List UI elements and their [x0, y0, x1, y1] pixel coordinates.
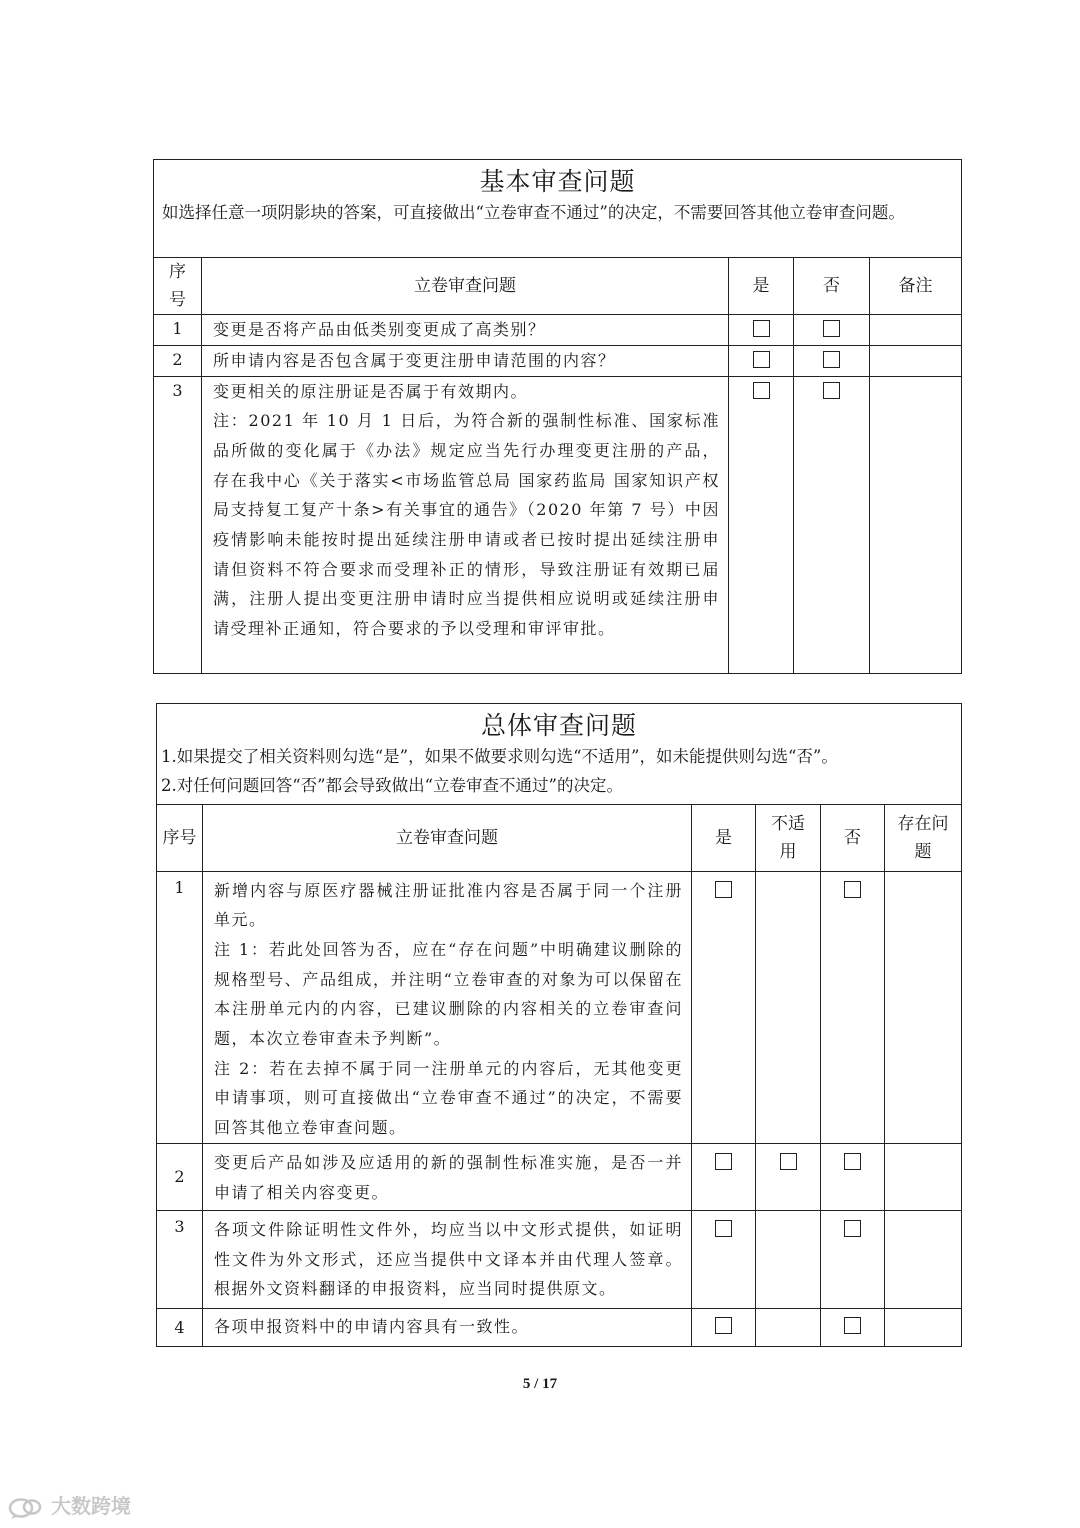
not-applicable-cell[interactable] — [756, 1210, 821, 1308]
question-text: 所申请内容是否包含属于变更注册申请范围的内容？ — [202, 345, 729, 376]
no-checkbox-cell[interactable] — [821, 1143, 885, 1210]
checkbox[interactable] — [715, 1153, 732, 1170]
checkbox[interactable] — [823, 382, 840, 399]
instruction-1: 1.如果提交了相关资料则勾选“是”，如果不做要求则勾选“不适用”，如未能提供则勾选“否”。 — [161, 747, 838, 766]
not-applicable-cell[interactable] — [756, 871, 821, 1143]
checkbox[interactable] — [780, 1153, 797, 1170]
table-row — [157, 1308, 962, 1346]
no-checkbox-cell[interactable] — [794, 314, 870, 345]
question-text: 各项文件除证明性文件外，均应当以中文形式提供，如证明性文件为外文形式，还应当提供中文译本并由代理人签章。根据外文资料翻译的申报资料，应当同时提供原文。 — [203, 1210, 692, 1308]
header-question: 立卷审查问题 — [202, 257, 729, 314]
table-row — [157, 1210, 962, 1308]
checkbox[interactable] — [844, 1153, 861, 1170]
issues-cell[interactable] — [885, 1308, 962, 1346]
not-applicable-cell[interactable] — [756, 1308, 821, 1346]
table-row — [157, 1143, 962, 1210]
question-note: 注：2021 年 10 月 1 日后，为符合新的强制性标准、国家标准品所做的变化属于《办法》规定应当先行办理变更注册的产品，存在我中心《关于落实<市场监管总局 国家药监局 国家知识产权局支持复工复产十条>有关事宜的通告》（2020 年第 7 号）中因疫情影响未能按时提出延续注册申请或者已按时提出延续注册申请但资料不符合要求而受理补正的情形，导致注册证有效期已届满，注册人提出变更注册申请时应当提供相应说明或延续注册申请受理补正通知，符合要求的予以受理和审评审批。 — [213, 411, 720, 639]
header-no: 否 — [821, 804, 885, 871]
question-text — [203, 871, 692, 1143]
basic-table-instructions: 如选择任意一项阴影块的答案，可直接做出“立卷审查不通过”的决定，不需要回答其他立卷审查问题。 — [154, 198, 962, 257]
header-no: 否 — [794, 257, 870, 314]
checkbox[interactable] — [715, 1317, 732, 1334]
question-text: 各项申报资料中的申请内容具有一致性。 — [203, 1308, 692, 1346]
yes-checkbox-cell[interactable] — [692, 1143, 756, 1210]
yes-checkbox-cell[interactable] — [729, 345, 794, 376]
yes-checkbox-cell[interactable] — [692, 1210, 756, 1308]
header-yes: 是 — [729, 257, 794, 314]
not-applicable-checkbox-cell[interactable] — [756, 1143, 821, 1210]
row-number: 1 — [154, 314, 202, 345]
question-text: 变更后产品如涉及应适用的新的强制性标准实施，是否一并申请了相关内容变更。 — [203, 1143, 692, 1210]
checkbox[interactable] — [823, 351, 840, 368]
yes-checkbox-cell[interactable] — [692, 1308, 756, 1346]
no-checkbox-cell[interactable] — [821, 871, 885, 1143]
checkbox[interactable] — [844, 1317, 861, 1334]
row-number: 3 — [157, 1210, 203, 1308]
issues-cell[interactable] — [885, 871, 962, 1143]
checkbox[interactable] — [753, 320, 770, 337]
question-note-1: 注 1：若此处回答为否，应在“存在问题”中明确建议删除的规格型号、产品组成，并注明“立卷审查的对象为可以保留在本注册单元内的内容，已建议删除的内容相关的立卷审查问题，本次立卷审查未予判断”。 — [214, 939, 683, 1049]
no-checkbox-cell[interactable] — [821, 1210, 885, 1308]
no-checkbox-cell[interactable] — [821, 1308, 885, 1346]
remark-cell[interactable] — [870, 345, 962, 376]
no-checkbox-cell[interactable] — [794, 376, 870, 673]
row-number: 3 — [154, 376, 202, 673]
yes-checkbox-cell[interactable] — [729, 376, 794, 673]
overall-table-title: 总体审查问题 — [157, 704, 962, 743]
watermark-text: 大数跨境 — [50, 1494, 131, 1518]
table-row — [154, 314, 962, 345]
question-text: 变更是否将产品由低类别变更成了高类别？ — [202, 314, 729, 345]
remark-cell[interactable] — [870, 376, 962, 673]
checkbox[interactable] — [753, 382, 770, 399]
checkbox[interactable] — [753, 351, 770, 368]
header-not-applicable: 不适 用 — [756, 804, 821, 871]
remark-cell[interactable] — [870, 314, 962, 345]
instruction-2: 2.对任何问题回答“否”都会导致做出“立卷审查不通过”的决定。 — [161, 776, 623, 795]
question-main: 新增内容与原医疗器械注册证批准内容是否属于同一个注册单元。 — [214, 880, 683, 930]
header-question: 立卷审查问题 — [203, 804, 692, 871]
basic-review-table — [153, 159, 962, 674]
header-issues: 存在问 题 — [885, 804, 962, 871]
page-number: 5 / 17 — [522, 1376, 558, 1392]
issues-cell[interactable] — [885, 1210, 962, 1308]
checkbox[interactable] — [715, 1220, 732, 1237]
question-main: 变更相关的原注册证是否属于有效期内。 — [213, 381, 529, 401]
row-number: 2 — [154, 345, 202, 376]
overall-table-instructions — [157, 742, 962, 804]
header-yes: 是 — [692, 804, 756, 871]
table-row — [154, 376, 962, 673]
yes-checkbox-cell[interactable] — [729, 314, 794, 345]
question-text — [202, 376, 729, 673]
header-remark: 备注 — [870, 257, 962, 314]
table-row — [157, 871, 962, 1143]
question-note-2: 注 2：若在去掉不属于同一注册单元的内容后，无其他变更申请事项，则可直接做出“立卷审查不通过”的决定，不需要回答其他立卷审查问题。 — [214, 1058, 683, 1138]
row-number: 4 — [157, 1308, 203, 1346]
checkbox[interactable] — [844, 1220, 861, 1237]
row-number: 1 — [157, 871, 203, 1143]
header-seq: 序号 — [157, 804, 203, 871]
issues-cell[interactable] — [885, 1143, 962, 1210]
overall-review-table — [156, 703, 962, 1347]
checkbox[interactable] — [844, 881, 861, 898]
table-row — [154, 345, 962, 376]
watermark — [8, 1490, 131, 1520]
no-checkbox-cell[interactable] — [794, 345, 870, 376]
basic-table-title: 基本审查问题 — [154, 160, 962, 199]
yes-checkbox-cell[interactable] — [692, 871, 756, 1143]
header-seq: 序 号 — [154, 257, 202, 314]
checkbox[interactable] — [715, 881, 732, 898]
checkbox[interactable] — [823, 320, 840, 337]
chat-bubble-logo-icon — [8, 1496, 44, 1520]
row-number: 2 — [157, 1143, 203, 1210]
